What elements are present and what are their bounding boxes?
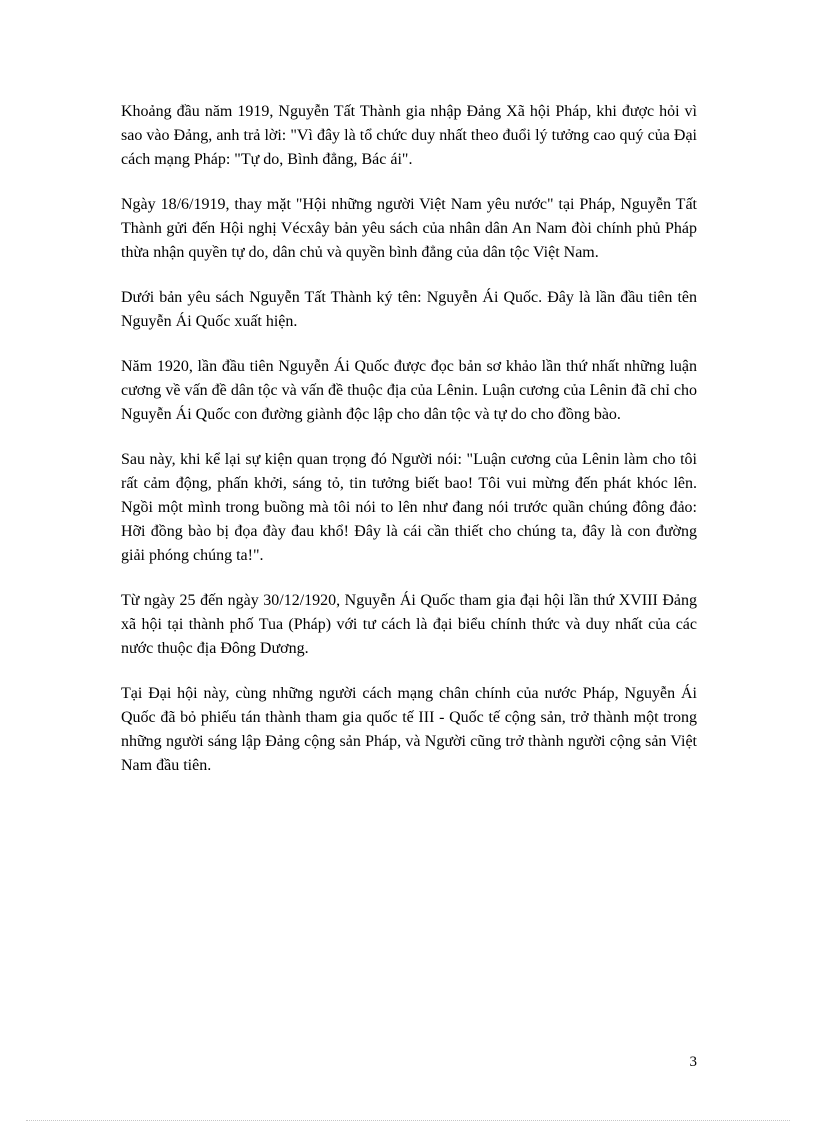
paragraph-2: Ngày 18/6/1919, thay mặt "Hội những người Việt Nam yêu nước" tại Pháp, Nguyễn Tất Thành gửi đến Hội nghị Vécxây bản yêu sách của nhân dân An Nam đòi chính phủ Pháp thừa nhận quyền tự do, dân chủ và quyền bình đẳng của dân tộc Việt Nam.: [121, 196, 697, 261]
paragraph-6: Từ ngày 25 đến ngày 30/12/1920, Nguyễn Ái Quốc tham gia đại hội lần thứ XVIII Đảng xã hội tại thành phố Tua (Pháp) với tư cách là đại biểu chính thức và duy nhất của các nước thuộc địa Đông Dương.: [121, 592, 697, 657]
page-number: 3: [689, 1054, 697, 1070]
page-bottom-divider: [26, 1120, 790, 1121]
paragraph-5: Sau này, khi kể lại sự kiện quan trọng đó Người nói: "Luận cương của Lênin làm cho tôi rất cảm động, phấn khởi, sáng tỏ, tin tưởng biết bao! Tôi vui mừng đến phát khóc lên. Ngồi một mình trong buồng mà tôi nói to lên như đang nói trước quần chúng đông đảo: Hỡi đồng bào bị đọa đày đau khổ! Đây là cái cần thiết cho chúng ta, đây là con đường giải phóng chúng ta!".: [121, 451, 697, 564]
paragraph-7: Tại Đại hội này, cùng những người cách mạng chân chính của nước Pháp, Nguyễn Ái Quốc đã bỏ phiếu tán thành tham gia quốc tế III - Quốc tế cộng sản, trở thành một trong những người sáng lập Đảng cộng sản Pháp, và Người cũng trở thành người cộng sản Việt Nam đầu tiên.: [121, 685, 697, 774]
paragraph-3: Dưới bản yêu sách Nguyễn Tất Thành ký tên: Nguyễn Ái Quốc. Đây là lần đầu tiên tên Nguyễn Ái Quốc xuất hiện.: [121, 289, 697, 330]
page-body: [121, 100, 697, 799]
paragraph-1: Khoảng đầu năm 1919, Nguyễn Tất Thành gia nhập Đảng Xã hội Pháp, khi được hỏi vì sao vào Đảng, anh trả lời: "Vì đây là tổ chức duy nhất theo đuổi lý tưởng cao quý của Đại cách mạng Pháp: "Tự do, Bình đẳng, Bác ái".: [121, 103, 697, 168]
paragraph-4: Năm 1920, lần đầu tiên Nguyễn Ái Quốc được đọc bản sơ khảo lần thứ nhất những luận cương về vấn đề dân tộc và vấn đề thuộc địa của Lênin. Luận cương của Lênin đã chỉ cho Nguyễn Ái Quốc con đường giành độc lập cho dân tộc và tự do cho đồng bào.: [121, 358, 697, 423]
